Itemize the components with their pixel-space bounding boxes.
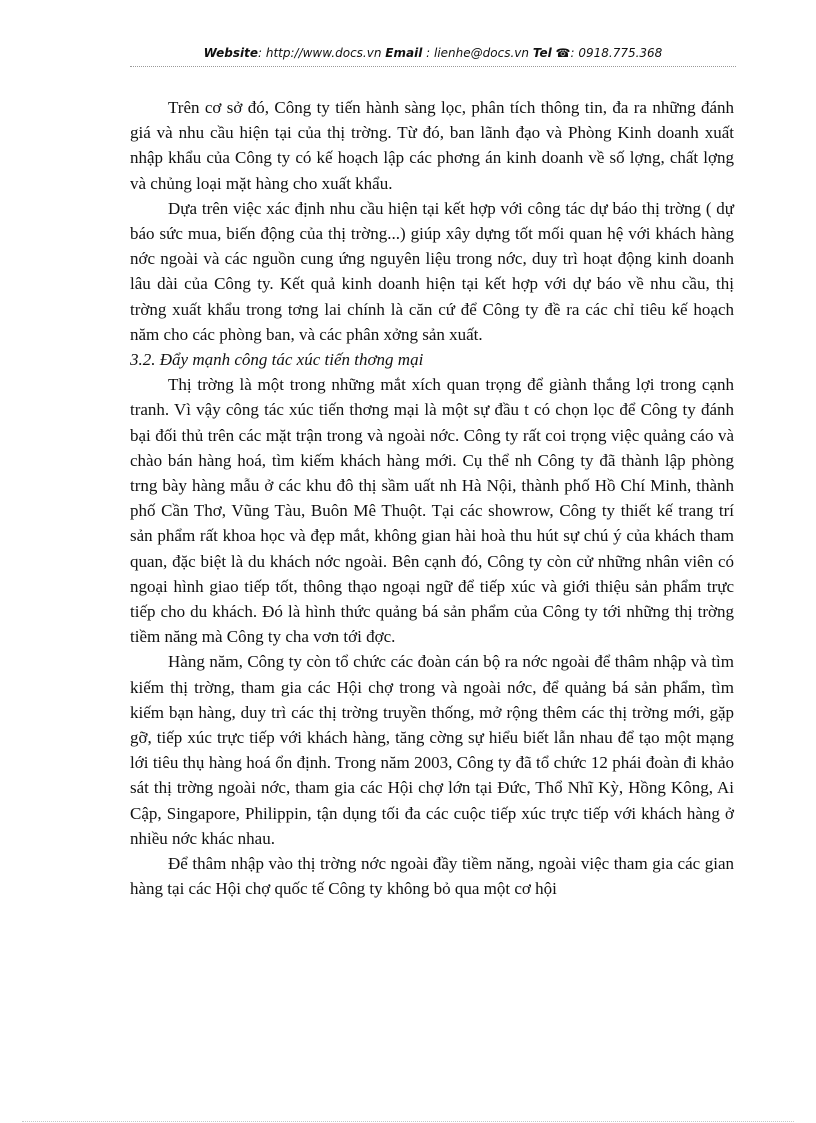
paragraph-1: Trên cơ sở đó, Công ty tiến hành sàng lọc, phân tích thông tin, đa ra những đánh giá và nhu cầu hiện tại của thị trờng. Từ đó, ban lãnh đạo và Phòng Kinh doanh xuất nhập khẩu của Công ty có kế hoạch lập các phơng án kinh doanh về số lợng, chất lợng và chủng loại mặt hàng cho xuất khẩu. [130,98,734,193]
page-header [130,46,736,60]
paragraph-2: Dựa trên việc xác định nhu cầu hiện tại kết hợp với công tác dự báo thị trờng ( dự báo sức mua, biến động của thị trờng...) giúp xây dựng tốt mối quan hệ với khách hàng nớc ngoài và các nguồn cung ứng nguyên liệu trong nớc, duy trì hoạt động kinh doanh lâu dài của Công ty. Kết quả kinh doanh hiện tại kết hợp với dự báo về nhu cầu, thị trờng xuất khẩu trong tơng lai chính là căn cứ để Công ty đề ra các chỉ tiêu kế hoạch năm cho các phòng ban, và các phân xởng sản xuất. [130,198,734,344]
footer-divider [22,1121,794,1122]
paragraph-5: Để thâm nhập vào thị trờng nớc ngoài đầy tiềm năng, ngoài việc tham gia các gian hàng tại các Hội chợ quốc tế Công ty không bỏ qua một cơ hội [130,854,734,899]
phone-icon: ☎ [555,46,571,60]
section-heading: 3.2. Đẩy mạnh công tác xúc tiến thơng mại [130,350,424,370]
tel-label: Tel [532,46,552,60]
header-divider [130,66,736,67]
tel-number: : 0918.775.368 [570,46,663,60]
paragraph-3: Thị trờng là một trong những mắt xích quan trọng để giành thắng lợi trong cạnh tranh. Vì vậy công tác xúc tiến thơng mại là một sự đầu t có chọn lọc để Công ty đánh bại đối thủ trên các mặt trận trong và ngoài nớc. Công ty rất coi trọng việc quảng cáo và chào bán hàng hoá, tìm kiếm khách hàng mới. Cụ thể nh Công ty đã thành lập phòng trng bày hàng mẫu ở các khu đô thị sầm uất nh Hà Nội, thành phố Hồ Chí Minh, thành phố Cần Thơ, Vũng Tàu, Buôn Mê Thuột. Tại các showrow, Công ty thiết kế trang trí sản phẩm rất khoa học và đẹp mắt, không gian hài hoà thu hút sự chú ý của khách tham quan, đặc biệt là du khách nớc ngoài. Bên cạnh đó, Công ty còn cử những nhân viên có ngoại hình giao tiếp tốt, thông thạo ngoại ngữ để tiếp xúc và giới thiệu sản phẩm trực tiếp cho du khách. Đó là hình thức quảng bá sản phẩm của Công ty tới những thị trờng tiềm năng mà Công ty cha vơn tới đợc. [130,375,734,647]
paragraph-4: Hàng năm, Công ty còn tổ chức các đoàn cán bộ ra nớc ngoài để thâm nhập và tìm kiếm thị trờng, tham gia các Hội chợ trong và ngoài nớc, để quảng bá sản phẩm, tìm kiếm bạn hàng, duy trì các thị trờng truyền thống, mở rộng thêm các thị trờng mới, gặp gỡ, tiếp xúc trực tiếp với khách hàng, tăng cờng sự hiểu biết lẫn nhau để tạo một mạng lới tiêu thụ hàng hoá ổn định. Trong năm 2003, Công ty đã tổ chức 12 phái đoàn đi khảo sát thị trờng ngoài nớc, tham gia các Hội chợ lớn tại Đức, Thổ Nhĩ Kỳ, Hồng Kông, Ai Cập, Singapore, Philippin, tận dụng tối đa các cuộc tiếp xúc trực tiếp với khách hàng ở nhiều nớc khác nhau. [130,652,734,848]
website-label: Website [203,46,258,60]
email-label: Email [385,46,423,60]
document-body [130,95,734,902]
email-address: : lienhe@docs.vn [426,46,529,60]
website-url: : http://www.docs.vn [258,46,382,60]
